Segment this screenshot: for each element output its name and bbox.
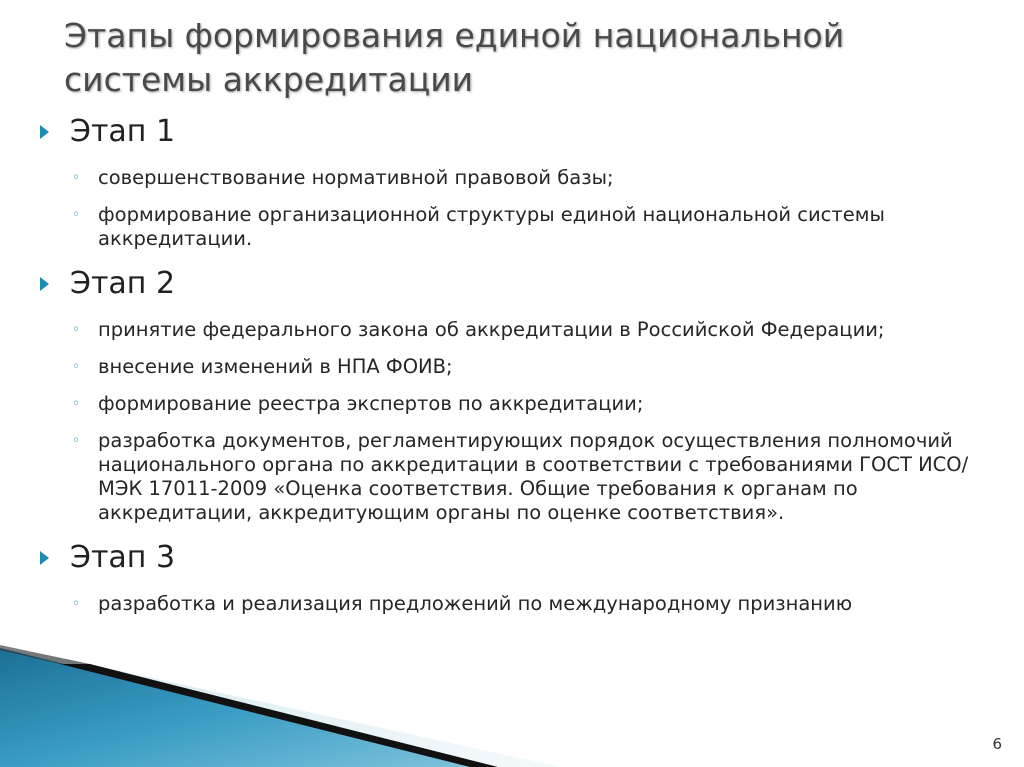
circle-bullet-icon: ◦ — [72, 433, 81, 449]
list-item-text: формирование организационной структуры единой национальной системы аккредитации. — [98, 203, 885, 250]
stage-heading — [0, 538, 1000, 578]
list-item-text: разработка и реализация предложений по международному признанию — [98, 592, 853, 615]
arrow-bullet-icon — [40, 125, 49, 139]
list-item-text: принятие федерального закона об аккредитации в Российской Федерации; — [98, 318, 885, 341]
circle-bullet-icon: ◦ — [72, 322, 81, 338]
list-item — [0, 592, 1000, 616]
stage-heading-text: Этап 2 — [70, 266, 176, 301]
stage-heading — [0, 112, 1000, 152]
list-item-text: совершенствование нормативной правовой базы; — [98, 166, 614, 189]
slide-content — [0, 112, 1000, 629]
stage-item-list — [0, 592, 1000, 616]
list-item-text: внесение изменений в НПА ФОИВ; — [98, 355, 453, 378]
list-item — [0, 166, 1000, 190]
stage-heading — [0, 264, 1000, 304]
page-number: 6 — [992, 735, 1002, 753]
list-item — [0, 429, 1000, 525]
list-item — [0, 203, 1000, 251]
list-item-text: разработка документов, регламентирующих порядок осуществления полномочий национального органа по аккредитации в соответствии с требованиями ГОСТ ИСО/МЭК 17011-2009 «Оценка соответствия. Общие требования к органам по аккредитации, аккредитующим органы по оценке соответствия». — [98, 429, 969, 524]
stage-heading-text: Этап 3 — [70, 540, 176, 575]
list-item — [0, 355, 1000, 379]
slide-title: Этапы формирования единой национальной системы аккредитации — [64, 16, 845, 99]
stage-section — [0, 538, 1000, 616]
arrow-bullet-icon — [40, 277, 49, 291]
stage-item-list — [0, 318, 1000, 525]
stage-section — [0, 264, 1000, 525]
list-item — [0, 318, 1000, 342]
stage-item-list — [0, 166, 1000, 251]
circle-bullet-icon: ◦ — [72, 396, 81, 412]
list-item — [0, 392, 1000, 416]
list-item-text: формирование реестра экспертов по аккредитации; — [98, 392, 644, 415]
circle-bullet-icon: ◦ — [72, 359, 81, 375]
arrow-bullet-icon — [40, 551, 49, 565]
circle-bullet-icon: ◦ — [72, 207, 81, 223]
stage-section — [0, 112, 1000, 251]
circle-bullet-icon: ◦ — [72, 596, 81, 612]
circle-bullet-icon: ◦ — [72, 170, 81, 186]
stage-heading-text: Этап 1 — [70, 114, 176, 149]
